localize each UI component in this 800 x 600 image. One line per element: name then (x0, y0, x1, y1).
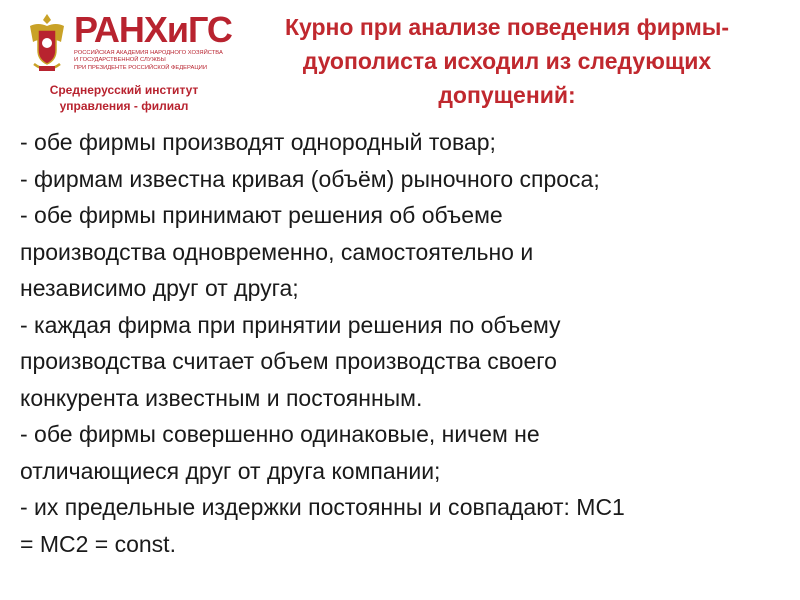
ranepa-logo (18, 8, 232, 118)
institute-name: Среднерусский институт управления - филиал (49, 83, 199, 113)
assumption-item: - их предельные издержки постоянны и совпадают: MC1 = MC2 = const. (20, 494, 625, 557)
brand-name: РАНХиГС (74, 9, 232, 50)
assumptions-list (20, 124, 785, 562)
brand-subtitle: РОССИЙСКАЯ АКАДЕМИЯ НАРОДНОГО ХОЗЯЙСТВА И ГОСУДАРСТВЕННОЙ СЛУЖБЫ ПРИ ПРЕЗИДЕНТЕ РОССИЙСКОЙ ФЕДЕРАЦИИ (74, 50, 223, 71)
assumption-item: - фирмам известна кривая (объём) рыночного спроса; (20, 165, 600, 192)
slide-title: Курно при анализе поведения фирмы- дуополиста исходил из следующих допущений: (284, 14, 730, 108)
assumption-item: - обе фирмы принимают решения об объеме производства одновременно, самостоятельно и независимо друг от друга; (20, 202, 534, 301)
eagle-crest-icon (26, 12, 68, 74)
slide-header (0, 0, 800, 125)
assumption-item: - каждая фирма при принятии решения по объему производства считает объем производства своего конкурента известным и постоянным. (20, 311, 561, 411)
assumption-item: - обе фирмы совершенно одинаковые, ничем не отличающиеся друг от друга компании; (20, 421, 540, 484)
assumption-item: - обе фирмы производят однородный товар; (20, 129, 496, 155)
